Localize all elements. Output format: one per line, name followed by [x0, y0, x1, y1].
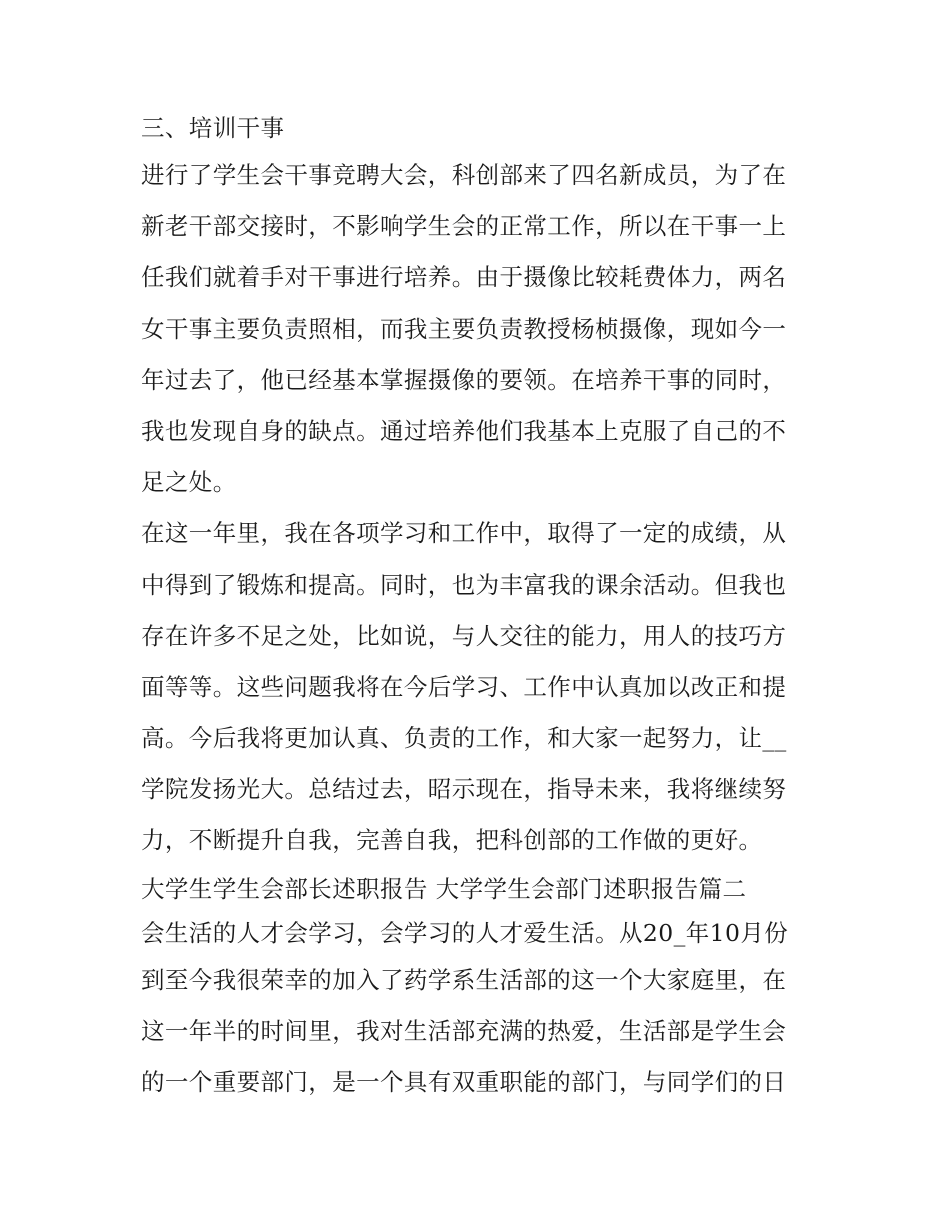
- text-line: 到至今我很荣幸的加入了药学系生活部的这一个大家庭里，在: [141, 965, 787, 994]
- section-heading: 三、培训干事: [141, 114, 285, 142]
- text-line: 我也发现自身的缺点。通过培养他们我基本上克服了自己的不: [141, 416, 787, 445]
- text-line: 进行了学生会干事竞聘大会，科创部来了四名新成员，为了在: [141, 161, 787, 189]
- text-line: 中得到了锻炼和提高。同时，也为丰富我的课余活动。但我也: [141, 570, 787, 599]
- text-line: 存在许多不足之处，比如说，与人交往的能力，用人的技巧方: [141, 621, 787, 650]
- text-line: 面等等。这些问题我将在今后学习、工作中认真加以改正和提: [141, 672, 787, 701]
- text-line: 会生活的人才会学习，会学习的人才爱生活。从20_年10月份: [141, 918, 789, 947]
- text-line: 足之处。: [141, 468, 237, 497]
- text-line: 在这一年里，我在各项学习和工作中，取得了一定的成绩，从: [141, 519, 787, 548]
- text-line: 力，不断提升自我，完善自我，把科创部的工作做的更好。: [141, 826, 763, 855]
- article-title: 大学生学生会部长述职报告 大学学生会部门述职报告篇二: [141, 874, 747, 903]
- text-line: 任我们就着手对干事进行培养。由于摄像比较耗费体力，两名: [141, 263, 787, 292]
- text-line: 的一个重要部门，是一个具有双重职能的部门，与同学们的日: [141, 1068, 787, 1096]
- text-line: 年过去了，他已经基本掌握摄像的要领。在培养干事的同时，: [141, 365, 787, 394]
- document-body: [141, 106, 821, 1108]
- text-line: 这一年半的时间里，我对生活部充满的热爱，生活部是学生会: [141, 1016, 787, 1045]
- text-line: 高。今后我将更加认真、负责的工作，和大家一起努力，让__: [141, 724, 787, 753]
- text-line: 新老干部交接时，不影响学生会的正常工作，所以在干事一上: [141, 212, 787, 241]
- text-line: 学院发扬光大。总结过去，昭示现在，指导未来，我将继续努: [141, 775, 787, 804]
- text-line: 女干事主要负责照相，而我主要负责教授杨桢摄像，现如今一: [141, 314, 787, 343]
